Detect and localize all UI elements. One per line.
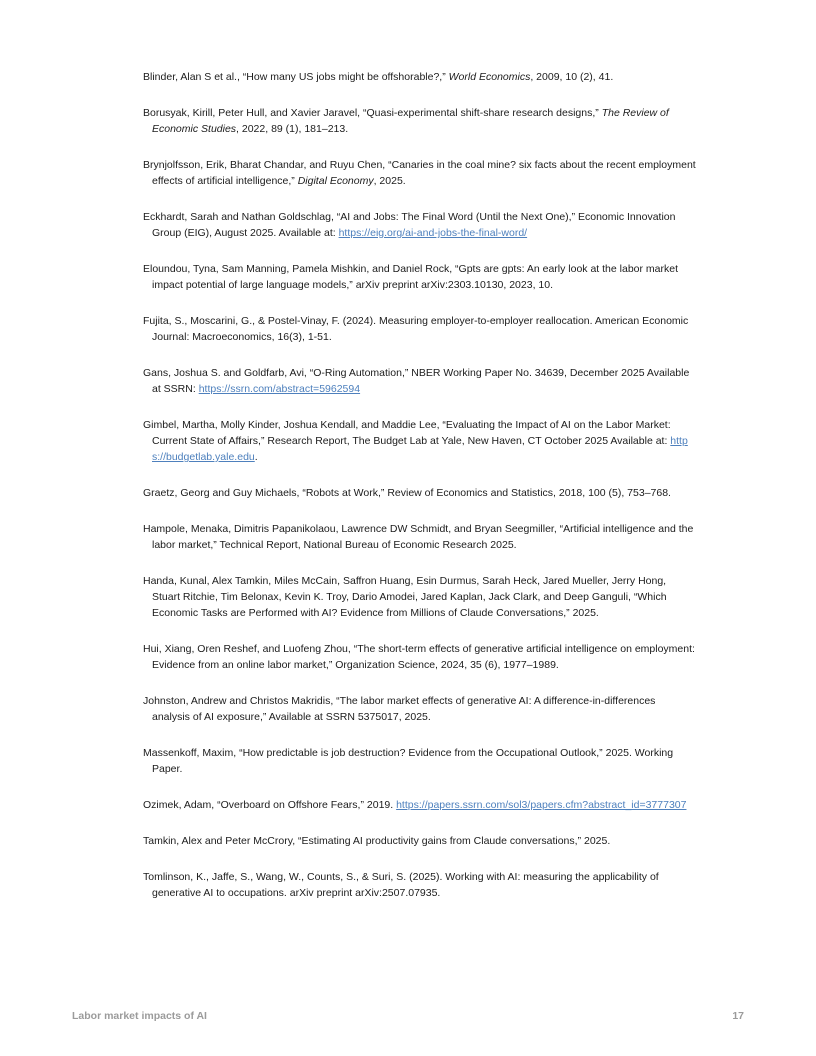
- reference-text: Handa, Kunal, Alex Tamkin, Miles McCain, Saffron Huang, Esin Durmus, Sarah Heck, Jared Mueller, Jerry Hong, Stuart Ritchie, Tim Belonax, Kevin K. Troy, Dario Amodei, Jared Kaplan, Jack Clark, and Deep Ganguli, “Which Economic Tasks are Performed with AI? Evidence from Millions of Claude Conversations,” 2025.: [143, 575, 667, 619]
- reference-text: Graetz, Georg and Guy Michaels, “Robots at Work,” Review of Economics and Statistics, 2018, 100 (5), 753–768.: [143, 487, 671, 499]
- reference-link[interactable]: https://eig.org/ai-and-jobs-the-final-word/: [338, 227, 528, 239]
- page-number: 17: [732, 1010, 744, 1022]
- reference-entry: [143, 209, 696, 241]
- reference-entry: [143, 521, 696, 553]
- reference-text: Gimbel, Martha, Molly Kinder, Joshua Kendall, and Maddie Lee, “Evaluating the Impact of AI on the Labor Market: Current State of Affairs,” Research Report, The Budget Lab at Yale, New Haven, CT October 2025 Available at:: [143, 419, 671, 447]
- reference-link[interactable]: https://budgetlab.yale.edu: [152, 435, 688, 463]
- reference-entry: [143, 869, 696, 901]
- reference-entry: [143, 105, 696, 137]
- reference-text: Tomlinson, K., Jaffe, S., Wang, W., Counts, S., & Suri, S. (2025). Working with AI: measuring the applicability of generative AI to occupations. arXiv preprint arXiv:2507.07935.: [143, 871, 659, 899]
- reference-italic-text: The Review of Economic Studies: [152, 107, 669, 135]
- reference-text: Massenkoff, Maxim, “How predictable is job destruction? Evidence from the Occupational Outlook,” 2025. Working Paper.: [143, 747, 674, 775]
- reference-text: Eckhardt, Sarah and Nathan Goldschlag, “AI and Jobs: The Final Word (Until the Next One),” Economic Innovation Group (EIG), August 2025. Available at:: [143, 211, 676, 239]
- reference-entry: [143, 365, 696, 397]
- reference-entry: [143, 833, 696, 849]
- reference-entry: [143, 69, 696, 85]
- reference-entry: [143, 797, 696, 813]
- reference-entry: [143, 261, 696, 293]
- reference-text: Gans, Joshua S. and Goldfarb, Avi, “O-Ring Automation,” NBER Working Paper No. 34639, December 2025 Available at SSRN:: [143, 367, 690, 395]
- reference-link[interactable]: https://papers.ssrn.com/sol3/papers.cfm?abstract_id=3777307: [396, 799, 687, 811]
- reference-text: , 2022, 89 (1), 181–213.: [236, 123, 349, 135]
- reference-text: Johnston, Andrew and Christos Makridis, “The labor market effects of generative AI: A difference-in-differences analysis of AI exposure,” Available at SSRN 5375017, 2025.: [143, 695, 656, 723]
- reference-entry: [143, 693, 696, 725]
- reference-text: Ozimek, Adam, “Overboard on Offshore Fears,” 2019.: [143, 799, 397, 811]
- reference-entry: [143, 641, 696, 673]
- reference-text: Tamkin, Alex and Peter McCrory, “Estimating AI productivity gains from Claude conversations,” 2025.: [143, 835, 611, 847]
- reference-text: Brynjolfsson, Erik, Bharat Chandar, and Ruyu Chen, “Canaries in the coal mine? six facts about the recent employment effects of artificial intelligence,”: [143, 159, 696, 187]
- reference-entry: [143, 157, 696, 189]
- reference-entry: [143, 313, 696, 345]
- reference-entry: [143, 745, 696, 777]
- reference-entry: [143, 485, 696, 501]
- reference-text: , 2009, 10 (2), 41.: [530, 71, 614, 83]
- reference-text: Hampole, Menaka, Dimitris Papanikolaou, Lawrence DW Schmidt, and Bryan Seegmiller, “Artificial intelligence and the labor market,” Technical Report, National Bureau of Economic Research 2025.: [143, 523, 694, 551]
- reference-text: Blinder, Alan S et al., “How many US jobs might be offshorable?,”: [143, 71, 449, 83]
- reference-entry: [143, 573, 696, 621]
- reference-text: Eloundou, Tyna, Sam Manning, Pamela Mishkin, and Daniel Rock, “Gpts are gpts: An early look at the labor market impact potential of large language models,” arXiv preprint arXiv:2303.10130, 2023, 10.: [143, 263, 678, 291]
- reference-entry: [143, 417, 696, 465]
- reference-text: Hui, Xiang, Oren Reshef, and Luofeng Zhou, “The short-term effects of generative artificial intelligence on employment: Evidence from an online labor market,” Organization Science, 2024, 35 (6), 1977–1989.: [143, 643, 695, 671]
- reference-italic-text: World Economics: [448, 71, 531, 83]
- footer-title: Labor market impacts of AI: [72, 1010, 207, 1022]
- reference-text: .: [254, 451, 258, 463]
- reference-text: , 2025.: [373, 175, 406, 187]
- reference-italic-text: Digital Economy: [297, 175, 374, 187]
- reference-text: Fujita, S., Moscarini, G., & Postel-Vinay, F. (2024). Measuring employer-to-employer reallocation. American Economic Journal: Macroeconomics, 16(3), 1-51.: [143, 315, 689, 343]
- references-list: [143, 69, 696, 921]
- page-footer: [72, 1010, 744, 1022]
- reference-link[interactable]: https://ssrn.com/abstract=5962594: [198, 383, 361, 395]
- reference-text: Borusyak, Kirill, Peter Hull, and Xavier Jaravel, “Quasi-experimental shift-share research designs,”: [143, 107, 602, 119]
